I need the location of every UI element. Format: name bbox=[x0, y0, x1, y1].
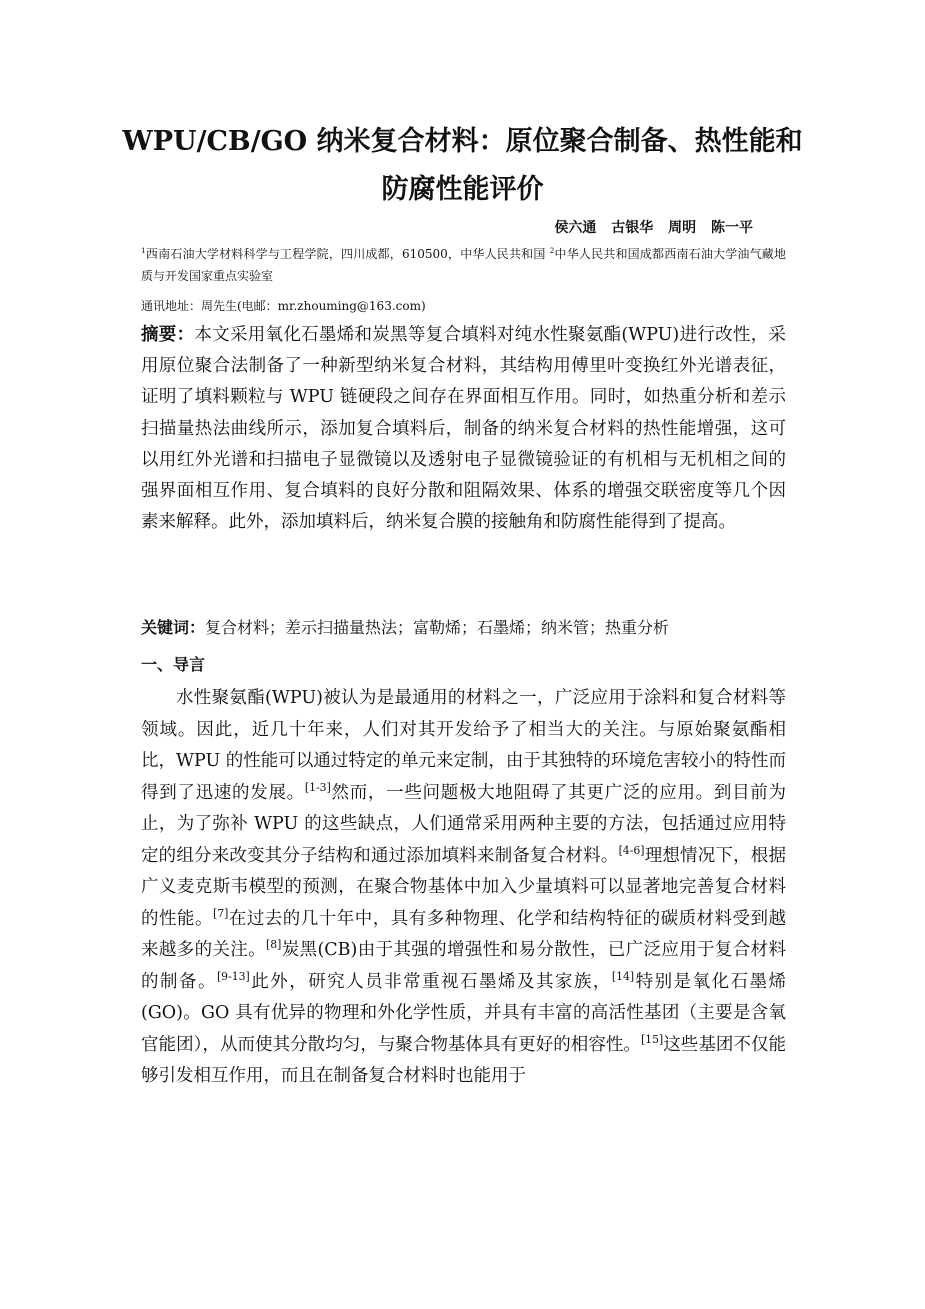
body-text-segment: 然而，一些问题极大地阻碍了其更广泛的应用。到目前为止，为了弥补 WPU 的这些缺点，人们通常采用两种主要的方法，包括通过应用特定的组分来改变其分子结构和通过添加填料来制备复合材料。 bbox=[141, 782, 787, 866]
body-text-segment: 水性聚氨酯(WPU)被认为是最通用的材料之一，广泛应用于涂料和复合材料等领域。因此，近几十年来，人们对其开发给予了相当大的关注。与原始聚氨酯相比，WPU 的性能可以通过特定的单元来定制，由于其独特的环境危害较小的特性而得到了迅速的发展。 bbox=[141, 688, 786, 803]
citation-ref: [8] bbox=[266, 938, 282, 952]
keywords-label: 关键词： bbox=[141, 618, 206, 637]
keywords bbox=[141, 613, 786, 643]
citation-ref: [9-13] bbox=[216, 969, 250, 983]
author-list: 侯六通 古银华 周明 陈一平 bbox=[554, 220, 753, 236]
body-text-segment: 此外，研究人员非常重视石墨烯及其家族， bbox=[249, 971, 612, 992]
section-heading-introduction: 一、导言 bbox=[141, 655, 206, 674]
body-text-segment: 这些基团不仅能够引发相互作用，而且在制备复合材料时也能用于 bbox=[141, 1034, 787, 1086]
abstract-label: 摘要： bbox=[141, 325, 195, 345]
body-text-segment: 在过去的几十年中，具有多种物理、化学和结构特征的碳质材料受到越来越多的关注。 bbox=[141, 908, 787, 960]
introduction-paragraph bbox=[141, 683, 786, 1093]
citation-ref: [4-6] bbox=[618, 843, 645, 857]
citation-ref: [15] bbox=[640, 1032, 664, 1046]
affiliation-mark-2: 2 bbox=[549, 246, 555, 255]
contact-address: 通讯地址：周先生(电邮：mr.zhouming@163.com) bbox=[141, 299, 426, 313]
abstract bbox=[141, 320, 786, 538]
abstract-text: 本文采用氧化石墨烯和炭黑等复合填料对纯水性聚氨酯(WPU)进行改性，采用原位聚合法制备了一种新型纳米复合材料，其结构用傅里叶变换红外光谱表征，证明了填料颗粒与 WPU 链硬段之间存在界面相互作用。同时，如热重分析和差示扫描量热法曲线所示，添加复合填料后，制备的纳米复合材料的热性能增强，这可以用红外光谱和扫描电子显微镜以及透射电子显微镜验证的有机相与无机相之间的强界面相互作用、复合填料的良好分散和阻隔效果、体系的增强交联密度等几个因素来解释。此外，添加填料后，纳米复合膜的接触角和防腐性能得到了提高。 bbox=[141, 325, 787, 533]
body-text-segment: 理想情况下，根据广义麦克斯韦模型的预测，在聚合物基体中加入少量填料可以显著地完善复合材料的性能。 bbox=[141, 845, 786, 929]
keywords-text: 复合材料；差示扫描量热法；富勒烯；石墨烯；纳米管；热重分析 bbox=[205, 618, 670, 637]
citation-ref: [14] bbox=[611, 969, 635, 983]
citation-ref: [7] bbox=[212, 906, 229, 920]
citation-ref: [1-3] bbox=[304, 780, 331, 794]
body-text-segment: 特别是氧化石墨烯(GO)。GO 具有优异的物理和外化学性质，并具有丰富的高活性基团（主要是含氧官能团），从而使其分散均匀，与聚合物基体具有更好的相容性。 bbox=[141, 971, 787, 1055]
body-text-segment: 炭黑(CB)由于其强的增强性和易分散性，已广泛应用于复合材料的制备。 bbox=[141, 940, 786, 992]
affiliation-text-2: 中华人民共和国成都西南石油大学油气藏地质与开发国家重点实验室 bbox=[141, 247, 786, 283]
affiliation-mark-1: 1 bbox=[141, 246, 146, 255]
affiliation bbox=[141, 243, 786, 287]
paper-title: WPU/CB/GO 纳米复合材料：原位聚合制备、热性能和防腐性能评价 bbox=[122, 126, 803, 205]
affiliation-text-1: 西南石油大学材料科学与工程学院，四川成都，610500，中华人民共和国 bbox=[145, 247, 546, 261]
